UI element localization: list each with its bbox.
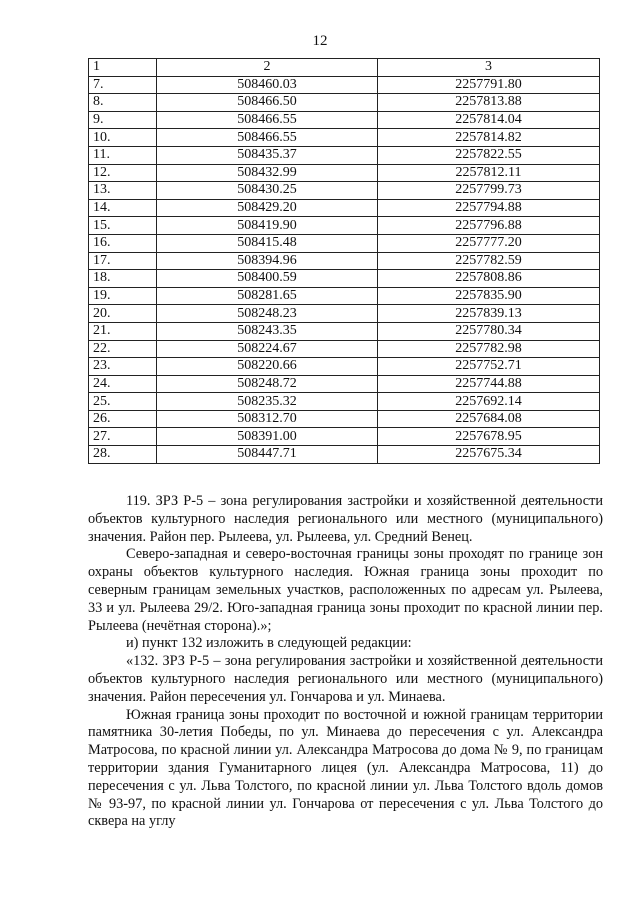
cell-x-coordinate: 508432.99 [157,164,378,182]
cell-x-coordinate: 508429.20 [157,199,378,217]
table-row [89,287,600,305]
table-row [89,428,600,446]
cell-number: 19. [89,287,157,305]
table-row [89,129,600,147]
cell-x-coordinate: 508235.32 [157,393,378,411]
cell-x-coordinate: 508248.72 [157,375,378,393]
cell-number: 16. [89,234,157,252]
table-row [89,446,600,464]
cell-x-coordinate: 508243.35 [157,322,378,340]
cell-x-coordinate: 508466.50 [157,94,378,112]
coordinates-table [88,58,600,464]
cell-number: 26. [89,410,157,428]
cell-x-coordinate: 508224.67 [157,340,378,358]
cell-y-coordinate: 2257684.08 [378,410,600,428]
cell-y-coordinate: 2257675.34 [378,446,600,464]
cell-number: 24. [89,375,157,393]
cell-y-coordinate: 2257808.86 [378,270,600,288]
table-row [89,358,600,376]
table-row [89,270,600,288]
cell-x-coordinate: 508281.65 [157,287,378,305]
cell-y-coordinate: 2257692.14 [378,393,600,411]
cell-x-coordinate: 508466.55 [157,111,378,129]
cell-number: 25. [89,393,157,411]
paragraph-119: 119. ЗРЗ Р-5 – зона регулирования застройки и хозяйственной деятельности объектов культурного наследия регионального или местного (муниципального) значения. Район пер. Рылеева, ул. Рылеева, ул. Средний Венец. [88,493,603,545]
page-number: 12 [312,33,328,49]
cell-x-coordinate: 508391.00 [157,428,378,446]
table-row [89,234,600,252]
cell-x-coordinate: 508415.48 [157,234,378,252]
cell-x-coordinate: 508220.66 [157,358,378,376]
table-header-row [89,59,600,77]
table-row [89,217,600,235]
cell-y-coordinate: 2257782.98 [378,340,600,358]
cell-y-coordinate: 2257796.88 [378,217,600,235]
cell-number: 18. [89,270,157,288]
paragraph-132: «132. ЗРЗ Р-5 – зона регулирования застройки и хозяйственной деятельности объектов культурного наследия регионального или местного (муниципального) значения. Район пересечения ул. Гончарова и ул. Минаева. [88,653,603,705]
cell-number: 20. [89,305,157,323]
cell-x-coordinate: 508248.23 [157,305,378,323]
header-cell-y: 3 [378,59,600,77]
cell-number: 27. [89,428,157,446]
cell-x-coordinate: 508394.96 [157,252,378,270]
cell-number: 7. [89,76,157,94]
header-cell-x: 2 [157,59,378,77]
cell-y-coordinate: 2257812.11 [378,164,600,182]
cell-x-coordinate: 508419.90 [157,217,378,235]
table-row [89,164,600,182]
cell-x-coordinate: 508312.70 [157,410,378,428]
paragraph-amendment: и) пункт 132 изложить в следующей редакции: [126,635,412,652]
cell-x-coordinate: 508460.03 [157,76,378,94]
paragraph-south-boundary: Южная граница зоны проходит по восточной и южной границам территории памятника 30-летия Победы, по ул. Минаева до пересечения с ул. Александра Матросова, по красной линии ул. Александра Матросова до дома № 9, по границам территории здания Гуманитарного лицея (ул. Александра Матросова, 11) до пересечения с ул. Льва Толстого, по красной линии ул. Льва Толстого вдоль домов № 93-97, по красной линии ул. Гончарова от пересечения с ул. Льва Толстого до сквера на углу [88,706,603,830]
cell-x-coordinate: 508400.59 [157,270,378,288]
cell-x-coordinate: 508435.37 [157,146,378,164]
table-row [89,94,600,112]
cell-number: 15. [89,217,157,235]
table-row [89,340,600,358]
cell-y-coordinate: 2257839.13 [378,305,600,323]
table-row [89,410,600,428]
cell-y-coordinate: 2257822.55 [378,146,600,164]
cell-number: 10. [89,129,157,147]
table-row [89,393,600,411]
cell-y-coordinate: 2257752.71 [378,358,600,376]
table-row [89,199,600,217]
cell-x-coordinate: 508430.25 [157,182,378,200]
cell-y-coordinate: 2257813.88 [378,94,600,112]
cell-number: 11. [89,146,157,164]
table-row [89,322,600,340]
body-text [88,493,603,831]
cell-y-coordinate: 2257780.34 [378,322,600,340]
cell-number: 17. [89,252,157,270]
table-row [89,76,600,94]
cell-number: 23. [89,358,157,376]
cell-x-coordinate: 508466.55 [157,129,378,147]
cell-number: 12. [89,164,157,182]
table-body [89,76,600,463]
cell-x-coordinate: 508447.71 [157,446,378,464]
header-cell-number: 1 [89,59,157,77]
cell-number: 28. [89,446,157,464]
table-row [89,182,600,200]
cell-number: 8. [89,94,157,112]
cell-y-coordinate: 2257791.80 [378,76,600,94]
cell-number: 13. [89,182,157,200]
paragraph-boundaries: Северо-западная и северо-восточная границы зоны проходят по границе зон охраны объектов культурного наследия. Южная граница зоны проходит по северным границам земельных участков, расположенных по адресам ул. Рылеева, 33 и ул. Рылеева 29/2. Юго-западная граница зоны проходит по красной линии пер. Рылеева (нечётная сторона).»; [88,546,603,634]
cell-y-coordinate: 2257814.82 [378,129,600,147]
table-row [89,252,600,270]
cell-y-coordinate: 2257744.88 [378,375,600,393]
cell-y-coordinate: 2257835.90 [378,287,600,305]
table-row [89,375,600,393]
cell-y-coordinate: 2257678.95 [378,428,600,446]
cell-y-coordinate: 2257814.04 [378,111,600,129]
cell-number: 21. [89,322,157,340]
cell-y-coordinate: 2257782.59 [378,252,600,270]
cell-number: 9. [89,111,157,129]
table-row [89,305,600,323]
cell-number: 14. [89,199,157,217]
cell-y-coordinate: 2257794.88 [378,199,600,217]
cell-y-coordinate: 2257777.20 [378,234,600,252]
cell-y-coordinate: 2257799.73 [378,182,600,200]
table-row [89,146,600,164]
table-row [89,111,600,129]
cell-number: 22. [89,340,157,358]
